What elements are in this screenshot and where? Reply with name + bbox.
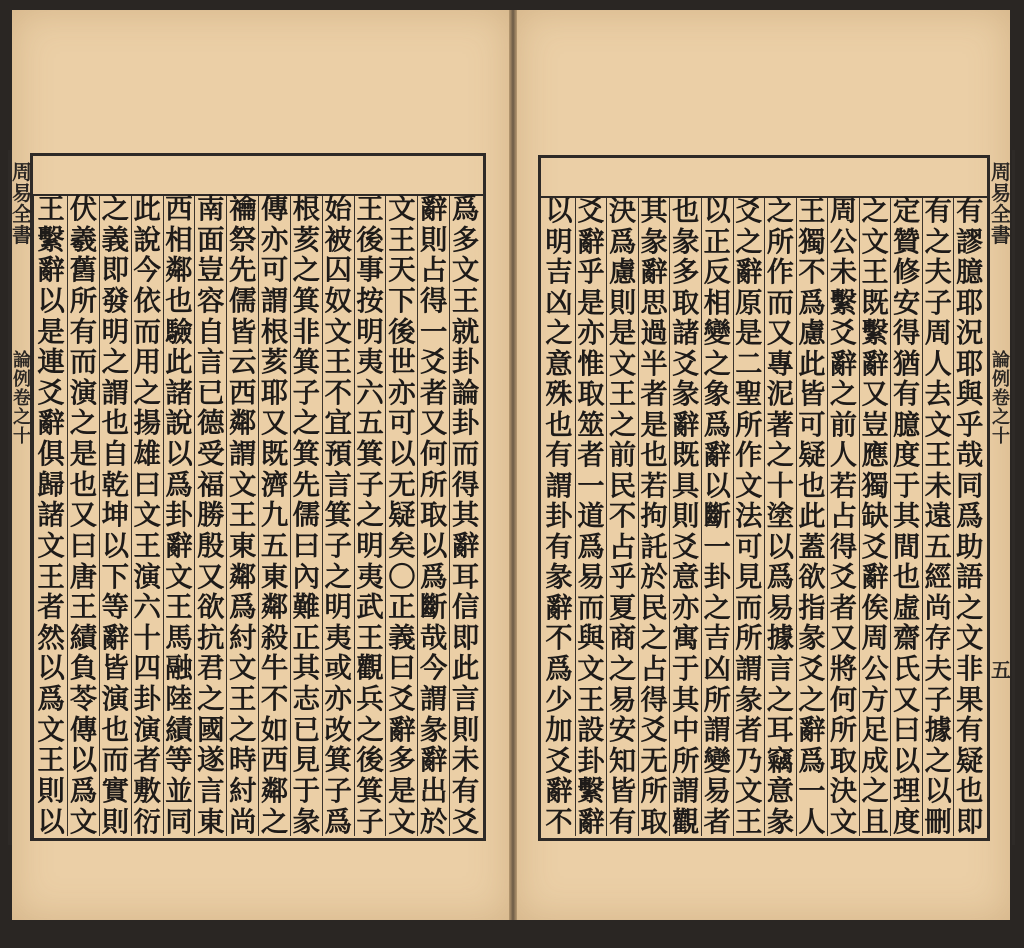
right-text-column: 爻 辭 乎 是 亦 惟 取 筮 者 一 道 爲 易 而 與 文 王 設 卦 繫 辭 [575,198,607,836]
right-text-column: 有 謬 臆 耶 況 耶 與 乎 哉 同 爲 助 語 之 文 非 果 有 疑 也 即 [953,198,985,836]
right-text-column: 以 明 吉 凶 之 意 殊 也 有 謂 卦 有 彖 辭 不 爲 少 加 爻 辭 不 [545,196,573,838]
right-headband [541,158,987,198]
left-text-column: 南 面 豈 容 自 言 已 德 受 福 勝 殷 又 欲 抗 君 之 國 遂 言 東 [194,196,226,836]
left-text-column: 始 被 囚 奴 文 王 不 宜 預 言 箕 子 之 明 夷 或 亦 改 箕 子 爲 [322,196,354,836]
left-text-column: 根 荄 之 箕 非 箕 子 之 箕 先 儒 曰 內 難 正 其 志 已 見 于 彖 [290,196,322,836]
left-text-column: 傳 亦 可 謂 根 荄 耶 又 既 濟 九 五 東 鄰 殺 牛 不 如 西 鄰 之 [258,196,290,836]
left-text-column: 王 後 事 按 明 夷 六 五 箕 子 之 明 夷 武 王 觀 兵 之 後 箕 子 [354,196,386,836]
left-text-columns [35,193,481,838]
left-text-column: 此 說 今 依 而 用 之 揚 雄 曰 文 王 演 六 十 四 卦 演 者 敷 衍 [131,196,163,836]
left-text-column: 辭 則 占 得 一 爻 者 又 何 所 取 以 爲 斷 哉 今 謂 彖 辭 出 於 [417,196,449,836]
right-text-columns [543,198,985,836]
right-folio-number: 五 [991,658,1011,682]
right-text-column: 定 贊 修 安 得 猶 有 臆 度 于 其 間 也 虛 齋 氏 又 曰 以 理 度 [890,198,922,836]
left-text-column: 西 相 鄰 也 驗 此 諸 說 以 爲 卦 辭 文 王 馬 融 陸 績 等 並 同 [163,196,195,836]
left-outer-edge [8,150,12,845]
left-text-column: 王 繫 辭 以 是 連 爻 辭 俱 歸 諸 文 王 者 然 以 爲 文 王 則 以 [37,193,65,838]
left-frame-rule [33,194,34,838]
left-text-column: 之 義 即 發 明 之 謂 也 自 乾 坤 以 下 等 辭 皆 演 也 而 實 則 [99,196,131,836]
right-text-column: 以 正 反 相 變 之 象 爲 辭 以 斷 一 卦 之 吉 凶 所 謂 變 易 者 [701,198,733,836]
right-text-column: 決 爲 慮 則 是 文 王 之 前 民 不 占 乎 夏 商 之 易 安 知 皆 有 [606,198,638,836]
left-margin-section [10,352,34,446]
right-text-column: 有 之 夫 子 周 人 去 文 王 未 遠 五 經 尚 存 夫 子 據 之 以 刪 [922,198,954,836]
right-margin-label [988,162,1014,246]
right-text-column: 之 所 作 而 又 專 泥 著 之 十 塗 以 爲 易 據 言 之 耳 竊 意 彖 [764,198,796,836]
right-outer-edge [1012,150,1015,845]
margin-label-text: 周 易 全 書 [991,160,1011,247]
right-text-column: 周 公 未 繫 爻 辭 之 前 人 若 占 得 爻 者 又 將 何 所 取 決 文 [827,198,859,836]
margin-label-text: 論 例 卷 之 十 [13,350,31,447]
margin-label-text: 周 易 全 書 [12,160,32,247]
margin-label-text: 論 例 卷 之 十 [992,350,1010,447]
right-text-column: 王 獨 不 爲 慮 此 皆 可 疑 也 此 蓋 欲 指 彖 爻 之 辭 爲 一 人 [796,198,828,836]
book-gutter [509,10,517,920]
right-text-column: 也 彖 多 取 諸 爻 彖 辭 既 具 則 爻 意 亦 寓 于 其 中 所 謂 觀 [669,198,701,836]
left-headband [33,156,483,196]
right-text-column: 其 彖 辭 思 過 半 者 是 也 若 拘 託 於 民 之 占 得 爻 无 所 取 [638,198,670,836]
left-text-column: 禴 祭 先 儒 皆 云 西 鄰 謂 文 王 東 鄰 爲 紂 文 王 之 時 紂 尚 [226,196,258,836]
left-text-column: 伏 羲 舊 所 有 而 演 之 是 也 又 曰 唐 王 績 負 苓 傳 以 爲 文 [67,196,99,836]
right-margin-section [988,352,1014,446]
left-text-column: 文 王 天 下 後 世 亦 可 以 无 疑 矣 〇 正 義 曰 爻 辭 多 是 文 [385,196,417,836]
right-text-column: 爻 之 辭 原 是 二 聖 所 作 文 法 可 見 而 所 謂 彖 者 乃 文 王 [733,198,765,836]
left-margin-label [10,162,34,246]
right-text-column: 之 文 王 既 繫 辭 又 豈 應 獨 缺 爻 辭 俟 周 公 方 足 成 之 且 [859,198,891,836]
left-text-column: 爲 多 文 王 就 卦 論 卦 而 得 其 辭 耳 信 即 此 言 則 未 有 爻 [449,196,481,836]
